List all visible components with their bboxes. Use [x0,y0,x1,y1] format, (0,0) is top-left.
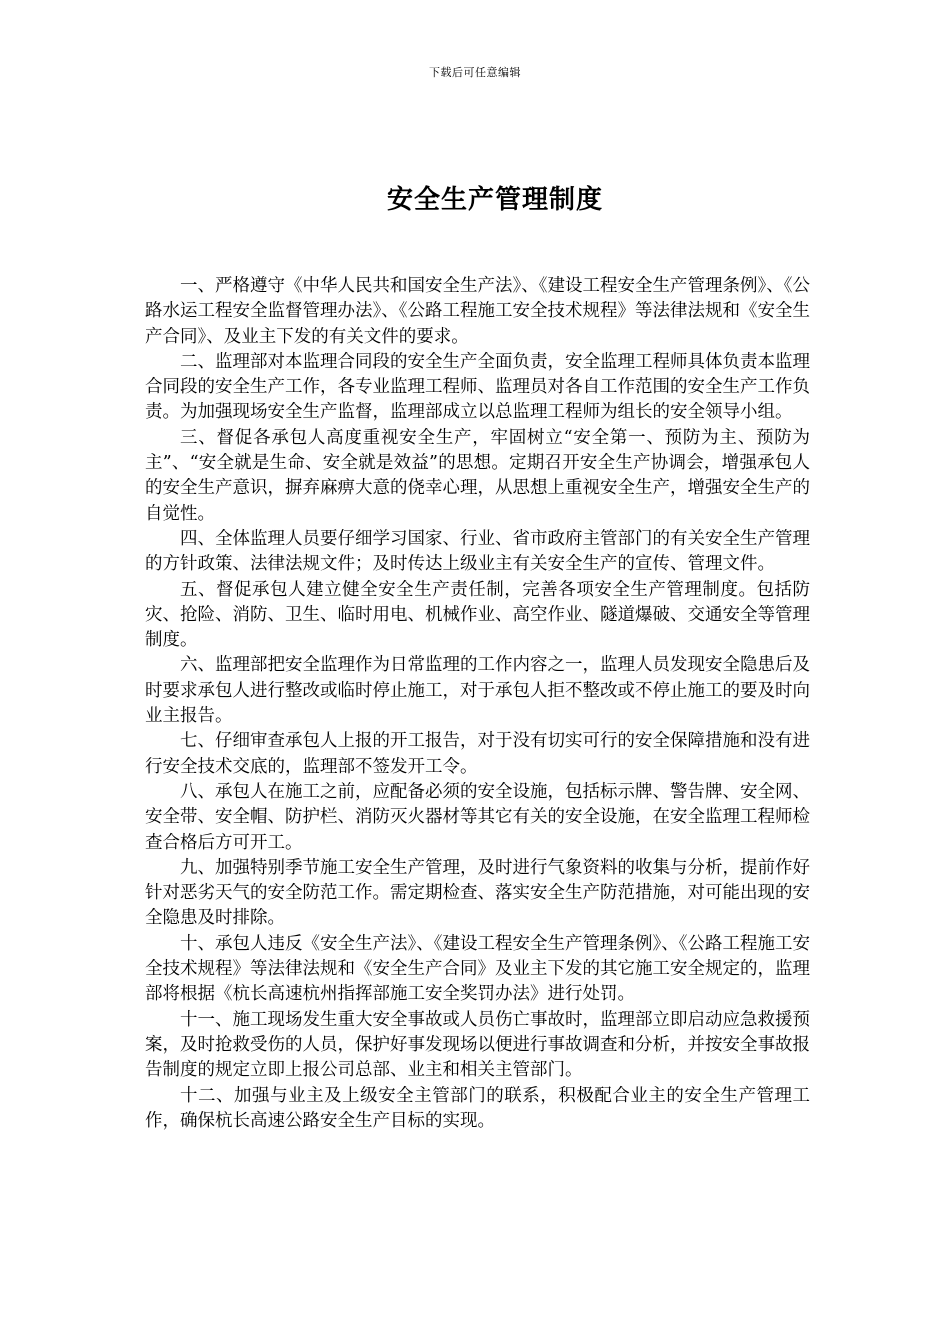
paragraph-11: 十一、施工现场发生重大安全事故或人员伤亡事故时，监理部立即启动应急救援预案，及时抢救受伤的人员，保护好事发现场以便进行事故调查和分析，并按安全事故报告制度的规定立即上报公司总部、业主和相关主管部门。 [145,1009,810,1081]
paragraph-8: 八、承包人在施工之前，应配备必须的安全设施，包括标示牌、警告牌、安全网、安全带、安全帽、防护栏、消防灭火器材等其它有关的安全设施，在安全监理工程师检查合格后方可开工。 [145,781,810,853]
paragraph-4: 四、全体监理人员要仔细学习国家、行业、省市政府主管部门的有关安全生产管理的方针政策、法律法规文件；及时传达上级业主有关安全生产的宣传、管理文件。 [145,528,810,575]
document-title: 安全生产管理制度 [386,185,603,215]
paragraph-7: 七、仔细审查承包人上报的开工报告，对于没有切实可行的安全保障措施和没有进行安全技术交底的，监理部不签发开工令。 [145,731,810,777]
document-body [145,274,810,1134]
paragraph-5: 五、督促承包人建立健全安全生产责任制，完善各项安全生产管理制度。包括防灾、抢险、消防、卫生、临时用电、机械作业、高空作业、隧道爆破、交通安全等管理制度。 [145,579,810,651]
paragraph-9: 九、加强特别季节施工安全生产管理，及时进行气象资料的收集与分析，提前作好针对恶劣天气的安全防范工作。需定期检查、落实安全生产防范措施，对可能出现的安全隐患及时排除。 [145,857,810,929]
paragraph-12: 十二、加强与业主及上级安全主管部门的联系，积极配合业主的安全生产管理工作，确保杭长高速公路安全生产目标的实现。 [145,1085,810,1131]
paragraph-10: 十、承包人违反《安全生产法》、《建设工程安全生产管理条例》、《公路工程施工安全技术规程》等法律法规和《安全生产合同》及业主下发的其它施工安全规定的，监理部将根据《杭长高速杭州指挥部施工安全奖罚办法》进行处罚。 [145,933,810,1005]
header-note: 下载后可任意编辑 [429,66,521,79]
paragraph-1: 一、严格遵守《中华人民共和国安全生产法》、《建设工程安全生产管理条例》、《公路水运工程安全监督管理办法》、《公路工程施工安全技术规程》等法律法规和《安全生产合同》、及业主下发的有关文件的要求。 [145,276,810,347]
paragraph-2: 二、监理部对本监理合同段的安全生产全面负责，安全监理工程师具体负责本监理合同段的安全生产工作，各专业监理工程师、监理员对各自工作范围的安全生产工作负责。为加强现场安全生产监督，监理部成立以总监理工程师为组长的安全领导小组。 [145,351,810,423]
paragraph-3: 三、督促各承包人高度重视安全生产，牢固树立“安全第一、预防为主、预防为主”、“安全就是生命、安全就是效益”的思想。定期召开安全生产协调会，增强承包人的安全生产意识，摒弃麻痹大意的侥幸心理，从思想上重视安全生产，增强安全生产的自觉性。 [145,427,810,524]
paragraph-6: 六、监理部把安全监理作为日常监理的工作内容之一，监理人员发现安全隐患后及时要求承包人进行整改或临时停止施工，对于承包人拒不整改或不停止施工的要及时向业主报告。 [145,655,810,727]
